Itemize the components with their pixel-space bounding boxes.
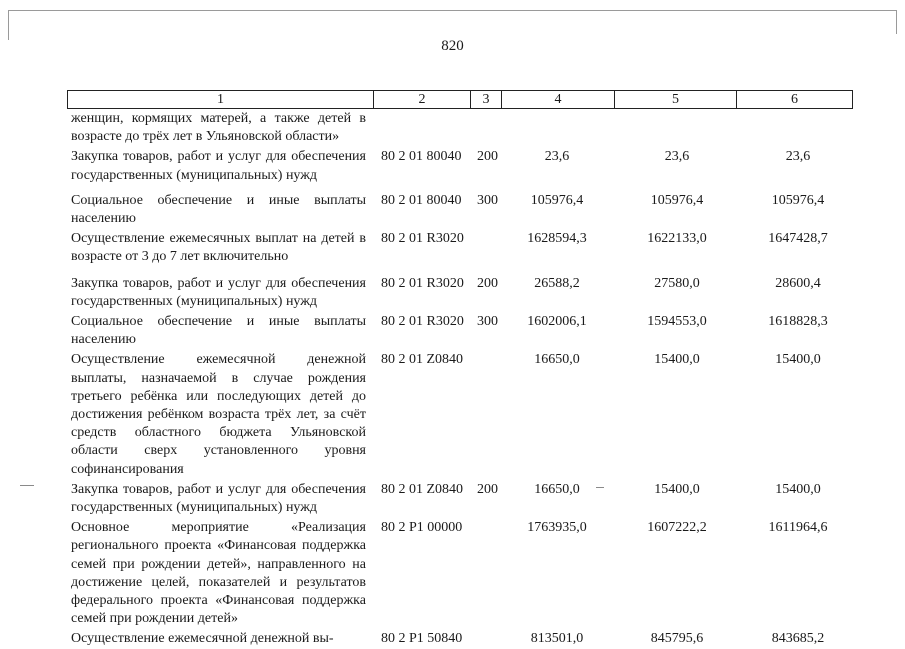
row-value-6: 15400,0 bbox=[775, 352, 821, 368]
row-type: 300 bbox=[477, 314, 498, 330]
row-type: 200 bbox=[477, 275, 498, 291]
scan-border-left bbox=[8, 10, 9, 40]
column-header-row bbox=[68, 91, 853, 109]
row-value-4: 16650,0 bbox=[534, 352, 580, 368]
row-code: 80 2 P1 50840 bbox=[381, 631, 463, 647]
row-value-4: 1628594,3 bbox=[527, 231, 587, 247]
column-header-table bbox=[67, 90, 853, 109]
row-value-4: 1763935,0 bbox=[527, 520, 587, 536]
scan-border-top bbox=[8, 10, 896, 11]
scan-border-right bbox=[896, 10, 897, 34]
row-code: 80 2 01 Z0840 bbox=[381, 481, 464, 497]
row-value-6: 1647428,7 bbox=[768, 231, 828, 247]
row-value-5: 15400,0 bbox=[654, 481, 700, 497]
table-row bbox=[0, 275, 905, 311]
header-cell-4: 4 bbox=[502, 91, 615, 109]
budget-table-body bbox=[0, 110, 905, 649]
row-description: Социальное обеспечение и иные выплаты населению bbox=[71, 192, 366, 227]
row-value-6: 15400,0 bbox=[775, 481, 821, 497]
row-value-4: 1602006,1 bbox=[527, 314, 587, 330]
row-value-5: 1607222,2 bbox=[647, 520, 707, 536]
row-value-5: 23,6 bbox=[664, 149, 690, 165]
table-row bbox=[0, 110, 905, 146]
row-value-5: 105976,4 bbox=[650, 192, 704, 208]
row-description: Закупка товаров, работ и услуг для обеспечения государственных (муниципальных) нужд bbox=[71, 481, 366, 516]
row-code: 80 2 01 80040 bbox=[381, 149, 462, 165]
row-value-4: 23,6 bbox=[544, 149, 570, 165]
table-row bbox=[0, 148, 905, 184]
row-value-6: 1611964,6 bbox=[768, 520, 828, 536]
row-type: 200 bbox=[477, 149, 498, 165]
header-cell-3: 3 bbox=[471, 91, 502, 109]
row-description: Основное мероприятие «Реализация регионального проекта «Финансовая поддержка семей при рождении детей», направленного на достижение целей, показателей и результатов федерального проекта «Финансовая поддержка семей при рождении детей» bbox=[71, 520, 366, 627]
row-description: Осуществление ежемесячной денежной вы- bbox=[71, 631, 334, 647]
row-value-5: 845795,6 bbox=[650, 631, 704, 647]
row-type: 200 bbox=[477, 481, 498, 497]
row-description: Закупка товаров, работ и услуг для обеспечения государственных (муниципальных) нужд bbox=[71, 149, 366, 183]
row-description: Социальное обеспечение и иные выплаты населению bbox=[71, 314, 366, 348]
table-row bbox=[0, 481, 905, 517]
row-code: 80 2 01 Z0840 bbox=[381, 352, 464, 368]
row-value-6: 28600,4 bbox=[775, 275, 821, 291]
row-code: 80 2 01 R3020 bbox=[381, 275, 464, 291]
table-row bbox=[0, 351, 905, 478]
scan-speck bbox=[20, 485, 34, 486]
row-description: Осуществление ежемесячной денежной выплаты, назначаемой в случае рождения третьего ребёнка или последующих детей до достижения ребёнком возраста трёх лет, за счёт средств областного бюджета Ульяновской области сверх установленного уровня софинансирования bbox=[71, 352, 366, 477]
row-description: женщин, кормящих матерей, а также детей в возрасте до трёх лет в Ульяновской области» bbox=[71, 111, 366, 145]
header-cell-1: 1 bbox=[68, 91, 374, 109]
row-value-6: 1618828,3 bbox=[768, 314, 828, 330]
table-row bbox=[0, 192, 905, 228]
row-description: Осуществление ежемесячных выплат на детей в возрасте от 3 до 7 лет включительно bbox=[71, 231, 366, 265]
row-value-6: 105976,4 bbox=[771, 192, 825, 208]
header-cell-6: 6 bbox=[737, 91, 853, 109]
row-code: 80 2 01 R3020 bbox=[381, 231, 464, 247]
row-value-4: 26588,2 bbox=[534, 275, 580, 291]
header-cell-2: 2 bbox=[374, 91, 471, 109]
scan-speck bbox=[596, 487, 604, 488]
row-code: 80 2 P1 00000 bbox=[381, 520, 463, 536]
row-value-4: 105976,4 bbox=[530, 192, 584, 208]
page-number: 820 bbox=[441, 38, 464, 54]
row-value-6: 843685,2 bbox=[771, 631, 825, 647]
row-code: 80 2 01 R3020 bbox=[381, 314, 464, 330]
table-row bbox=[0, 313, 905, 349]
row-value-5: 1594553,0 bbox=[647, 314, 707, 330]
row-code: 80 2 01 80040 bbox=[381, 192, 462, 208]
row-value-5: 1622133,0 bbox=[647, 231, 707, 247]
row-value-4: 813501,0 bbox=[530, 631, 584, 647]
row-description: Закупка товаров, работ и услуг для обеспечения государственных (муниципальных) нужд bbox=[71, 275, 366, 309]
row-type: 300 bbox=[477, 192, 498, 208]
table-row bbox=[0, 230, 905, 266]
row-value-5: 15400,0 bbox=[654, 352, 700, 368]
row-value-6: 23,6 bbox=[785, 149, 811, 165]
row-value-5: 27580,0 bbox=[654, 275, 700, 291]
table-row bbox=[0, 519, 905, 628]
header-cell-5: 5 bbox=[615, 91, 737, 109]
row-value-4: 16650,0 bbox=[534, 481, 580, 497]
